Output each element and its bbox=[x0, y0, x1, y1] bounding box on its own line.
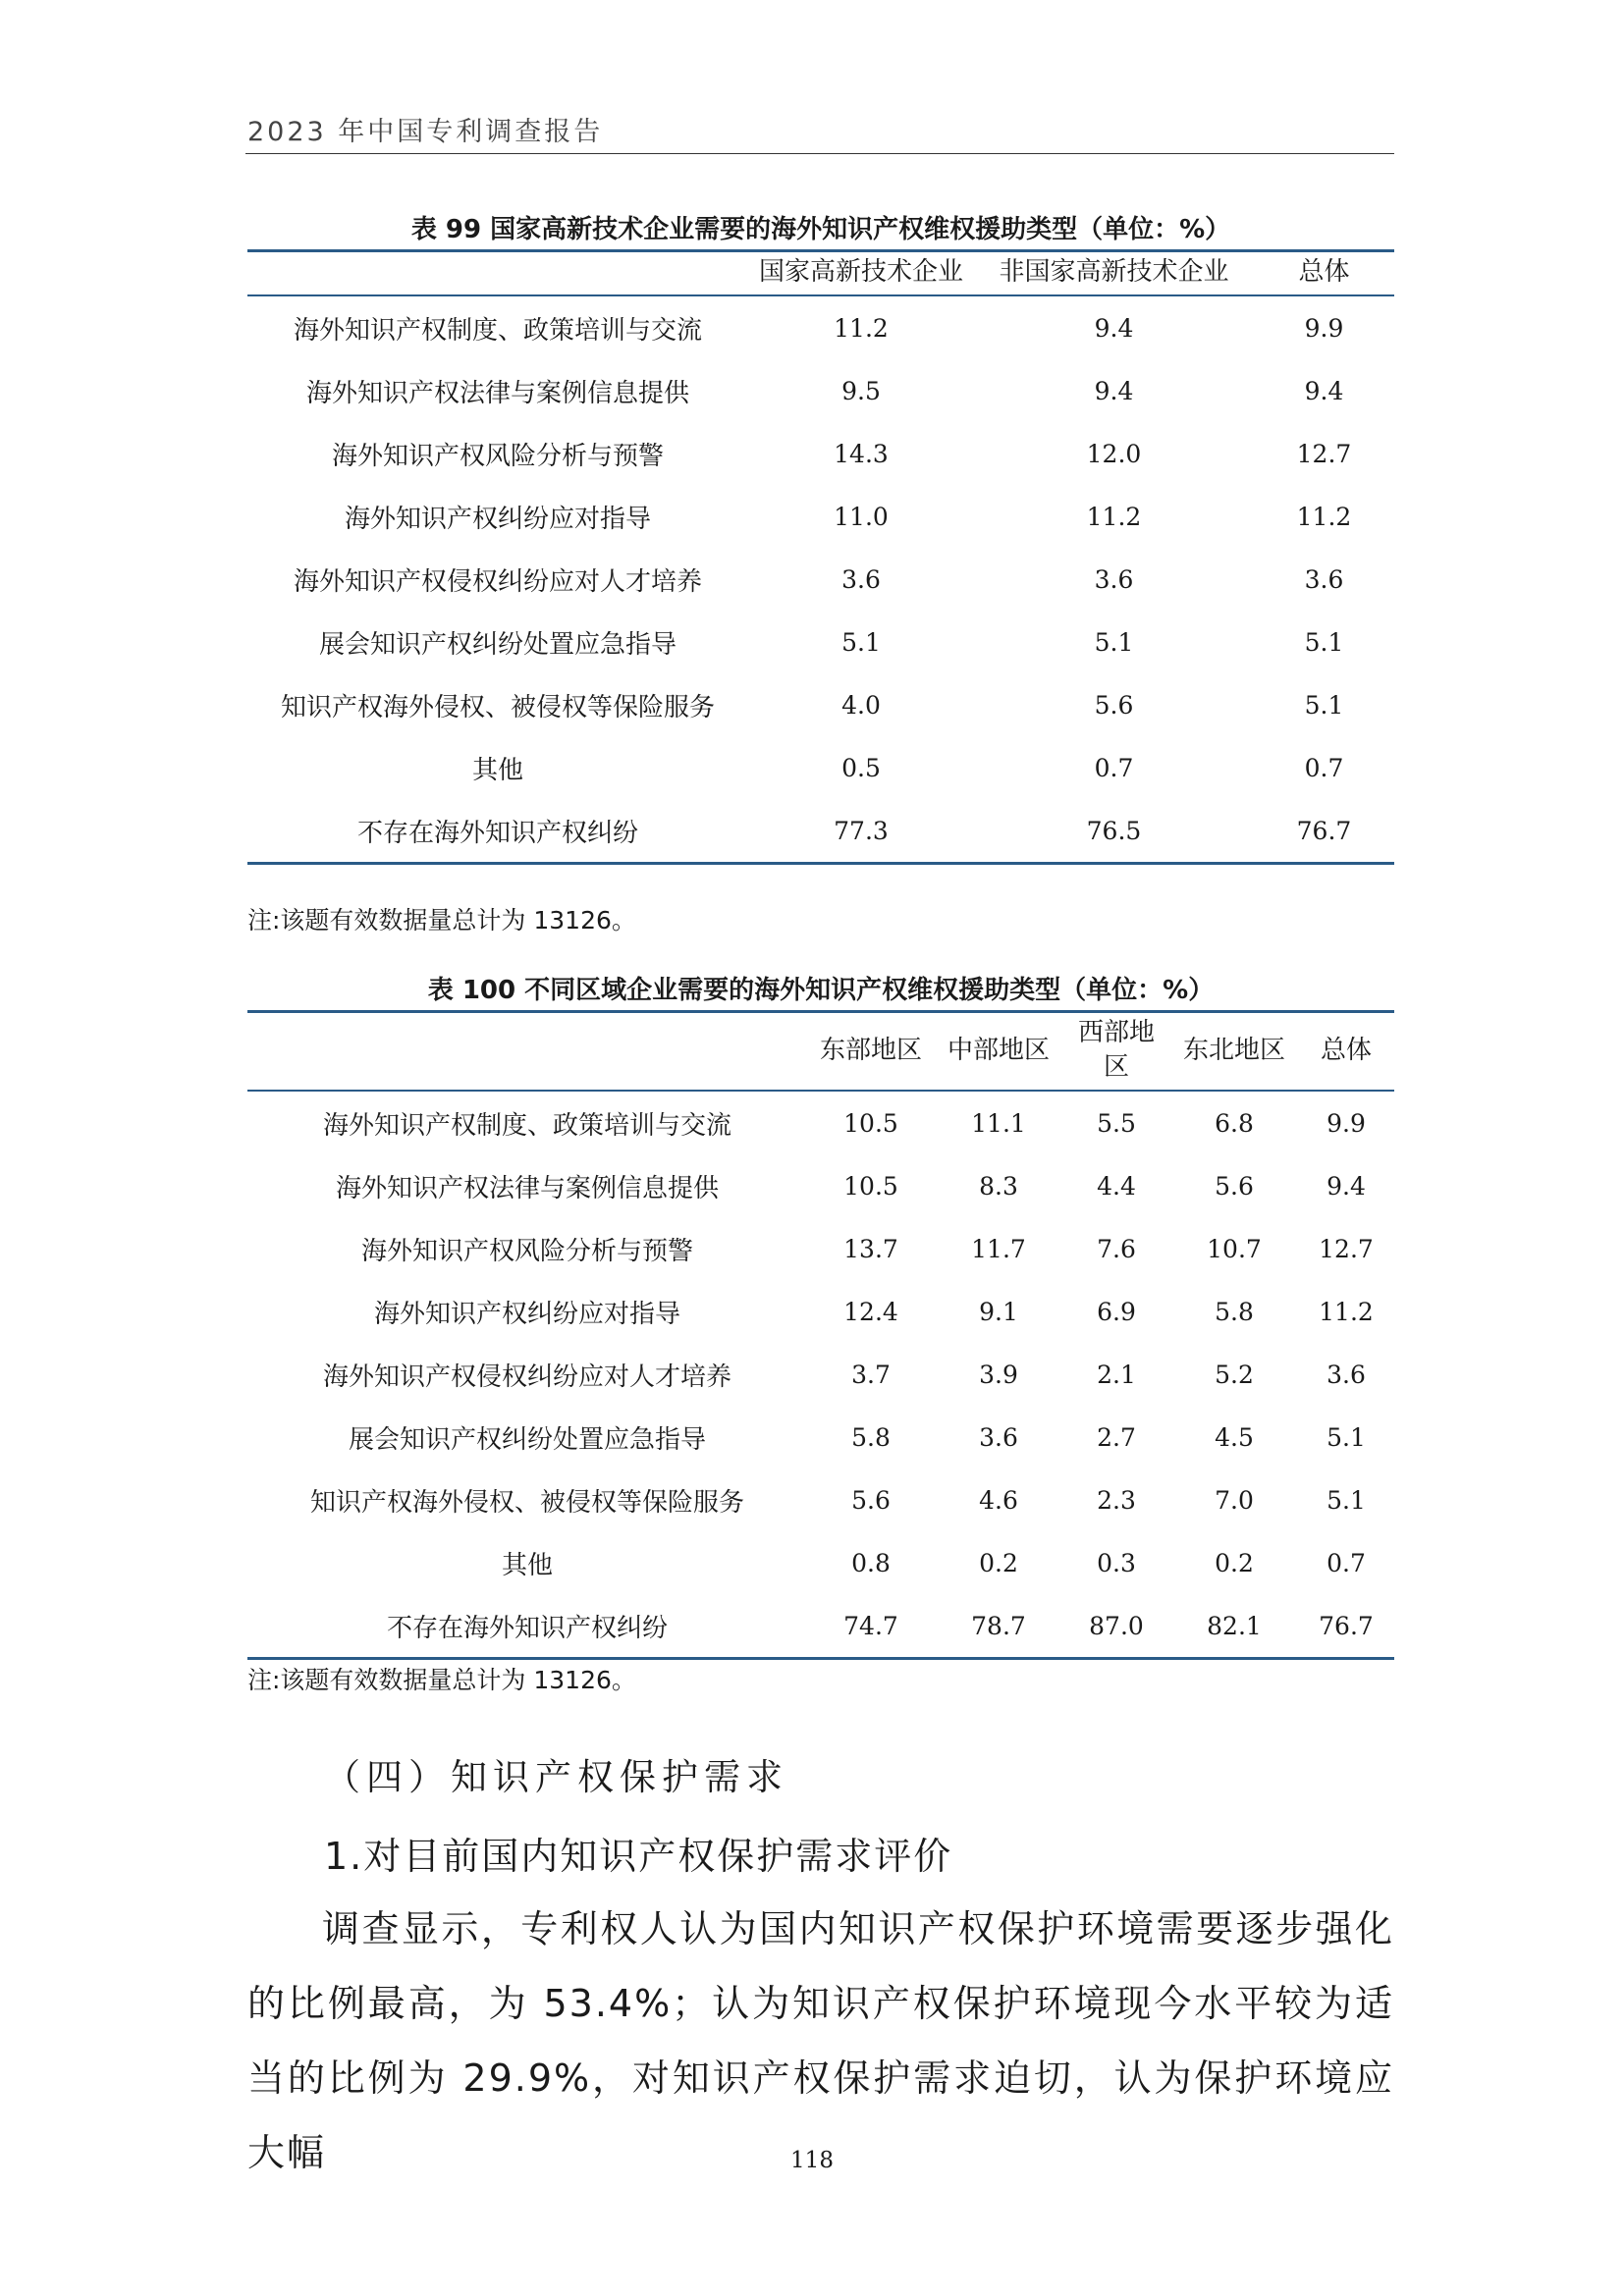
value-cell: 10.5 bbox=[843, 1108, 898, 1138]
table-row bbox=[247, 673, 1394, 736]
table100-header-northeast: 东北地区 bbox=[1170, 1012, 1298, 1092]
value-cell: 82.1 bbox=[1207, 1611, 1262, 1640]
value-cell: 10.7 bbox=[1207, 1234, 1262, 1263]
value-cell: 3.7 bbox=[851, 1360, 891, 1389]
value-cell: 0.8 bbox=[851, 1548, 891, 1577]
table-row bbox=[247, 1343, 1394, 1406]
table-row bbox=[247, 1468, 1394, 1531]
section-heading: （四）知识产权保护需求 bbox=[324, 1756, 788, 1798]
value-cell: 76.7 bbox=[1319, 1611, 1374, 1640]
table100-header-total: 总体 bbox=[1298, 1012, 1394, 1092]
body-paragraph: 调查显示，专利权人认为国内知识产权保护环境需要逐步强化的比例最高，为 53.4%；认为知识产权保护环境现今水平较为适当的比例为 29.9%，对知识产权保护需求迫切，认为保护环境应大幅 bbox=[247, 1907, 1394, 2174]
value-cell: 5.2 bbox=[1215, 1360, 1254, 1389]
header-rule bbox=[245, 153, 1394, 154]
table100-note: 注:该题有效数据量总计为 13126。 bbox=[247, 1666, 636, 1694]
table99-header-non-high-tech: 非国家高新技术企业 bbox=[974, 251, 1254, 296]
row-label: 海外知识产权侵权纠纷应对人才培养 bbox=[293, 566, 702, 597]
table-row bbox=[247, 295, 1394, 359]
table100-title: 表 100 不同区域企业需要的海外知识产权维权援助类型（单位：%） bbox=[427, 976, 1215, 1005]
value-cell: 5.1 bbox=[1304, 690, 1344, 720]
table-row bbox=[247, 611, 1394, 673]
table-row bbox=[247, 1280, 1394, 1343]
row-label: 知识产权海外侵权、被侵权等保险服务 bbox=[280, 692, 715, 722]
sub-heading: 1.对目前国内知识产权保护需求评价 bbox=[324, 1835, 953, 1878]
table99-note: 注:该题有效数据量总计为 13126。 bbox=[247, 906, 636, 934]
value-cell: 3.6 bbox=[1326, 1360, 1366, 1389]
value-cell: 4.0 bbox=[841, 690, 881, 720]
row-label: 海外知识产权风险分析与预警 bbox=[331, 441, 664, 471]
value-cell: 87.0 bbox=[1089, 1611, 1144, 1640]
value-cell: 2.3 bbox=[1097, 1485, 1136, 1515]
table-row bbox=[247, 1091, 1394, 1154]
value-cell: 6.8 bbox=[1215, 1108, 1254, 1138]
value-cell: 5.6 bbox=[851, 1485, 891, 1515]
running-header: 2023 年中国专利调查报告 bbox=[247, 117, 604, 147]
value-cell: 7.0 bbox=[1215, 1485, 1254, 1515]
row-label: 其他 bbox=[471, 755, 523, 785]
row-label: 海外知识产权制度、政策培训与交流 bbox=[293, 315, 702, 346]
value-cell: 2.1 bbox=[1097, 1360, 1136, 1389]
value-cell: 6.9 bbox=[1097, 1297, 1136, 1326]
row-label: 展会知识产权纠纷处置应急指导 bbox=[318, 629, 677, 660]
value-cell: 10.5 bbox=[843, 1171, 898, 1201]
value-cell: 14.3 bbox=[834, 439, 889, 468]
row-label: 其他 bbox=[501, 1550, 553, 1580]
value-cell: 12.7 bbox=[1319, 1234, 1374, 1263]
page-number: 118 bbox=[790, 2148, 834, 2173]
row-label: 海外知识产权制度、政策培训与交流 bbox=[322, 1110, 731, 1141]
table99 bbox=[247, 249, 1394, 865]
value-cell: 5.8 bbox=[851, 1422, 891, 1452]
table100-header-west: 西部地区 bbox=[1062, 1012, 1170, 1092]
value-cell: 8.3 bbox=[979, 1171, 1018, 1201]
table-row bbox=[247, 1217, 1394, 1280]
value-cell: 9.1 bbox=[979, 1297, 1018, 1326]
value-cell: 2.7 bbox=[1097, 1422, 1136, 1452]
value-cell: 12.0 bbox=[1086, 439, 1142, 468]
row-label: 不存在海外知识产权纠纷 bbox=[356, 818, 638, 848]
value-cell: 0.7 bbox=[1326, 1548, 1366, 1577]
table-row bbox=[247, 485, 1394, 548]
value-cell: 5.6 bbox=[1215, 1171, 1254, 1201]
value-cell: 5.1 bbox=[1304, 627, 1344, 657]
row-label: 海外知识产权法律与案例信息提供 bbox=[305, 378, 689, 408]
value-cell: 9.4 bbox=[1304, 376, 1344, 405]
value-cell: 9.4 bbox=[1094, 313, 1134, 343]
value-cell: 5.6 bbox=[1094, 690, 1134, 720]
value-cell: 78.7 bbox=[971, 1611, 1026, 1640]
row-label: 海外知识产权纠纷应对指导 bbox=[344, 504, 651, 534]
value-cell: 5.1 bbox=[1094, 627, 1134, 657]
table-row bbox=[247, 799, 1394, 864]
value-cell: 9.4 bbox=[1326, 1171, 1366, 1201]
value-cell: 5.1 bbox=[1326, 1422, 1366, 1452]
table99-header-total: 总体 bbox=[1254, 251, 1394, 296]
value-cell: 11.0 bbox=[834, 502, 889, 531]
value-cell: 9.9 bbox=[1304, 313, 1344, 343]
value-cell: 76.5 bbox=[1086, 816, 1142, 845]
row-label: 展会知识产权纠纷处置应急指导 bbox=[348, 1424, 706, 1455]
value-cell: 0.2 bbox=[1215, 1548, 1254, 1577]
value-cell: 11.2 bbox=[1296, 502, 1352, 531]
value-cell: 7.6 bbox=[1097, 1234, 1136, 1263]
row-label: 海外知识产权法律与案例信息提供 bbox=[335, 1173, 719, 1203]
row-label: 海外知识产权侵权纠纷应对人才培养 bbox=[322, 1362, 731, 1392]
value-cell: 76.7 bbox=[1296, 816, 1352, 845]
table99-header-row bbox=[247, 251, 1394, 296]
value-cell: 11.2 bbox=[1319, 1297, 1374, 1326]
row-label: 海外知识产权纠纷应对指导 bbox=[373, 1299, 680, 1329]
table-row bbox=[247, 1406, 1394, 1468]
value-cell: 5.5 bbox=[1097, 1108, 1136, 1138]
row-label: 海外知识产权风险分析与预警 bbox=[360, 1236, 693, 1266]
table-row bbox=[247, 1531, 1394, 1594]
table-row bbox=[247, 359, 1394, 422]
table-row bbox=[247, 548, 1394, 611]
value-cell: 0.7 bbox=[1094, 753, 1134, 782]
value-cell: 9.5 bbox=[841, 376, 881, 405]
value-cell: 4.4 bbox=[1097, 1171, 1136, 1201]
table-row bbox=[247, 422, 1394, 485]
value-cell: 5.1 bbox=[841, 627, 881, 657]
table99-title: 表 99 国家高新技术企业需要的海外知识产权维权援助类型（单位：%） bbox=[410, 215, 1231, 244]
value-cell: 0.2 bbox=[979, 1548, 1018, 1577]
table99-header-high-tech: 国家高新技术企业 bbox=[748, 251, 974, 296]
value-cell: 4.5 bbox=[1215, 1422, 1254, 1452]
value-cell: 77.3 bbox=[834, 816, 889, 845]
table100-header-label bbox=[247, 1012, 807, 1092]
value-cell: 9.9 bbox=[1326, 1108, 1366, 1138]
table-row bbox=[247, 736, 1394, 799]
value-cell: 3.6 bbox=[1304, 564, 1344, 594]
row-label: 不存在海外知识产权纠纷 bbox=[386, 1613, 668, 1643]
row-label: 知识产权海外侵权、被侵权等保险服务 bbox=[309, 1487, 744, 1518]
value-cell: 0.7 bbox=[1304, 753, 1344, 782]
table-row bbox=[247, 1154, 1394, 1217]
value-cell: 74.7 bbox=[843, 1611, 898, 1640]
value-cell: 12.4 bbox=[843, 1297, 898, 1326]
table100 bbox=[247, 1010, 1394, 1660]
value-cell: 5.8 bbox=[1215, 1297, 1254, 1326]
value-cell: 11.2 bbox=[834, 313, 889, 343]
table-row bbox=[247, 1594, 1394, 1659]
value-cell: 12.7 bbox=[1296, 439, 1352, 468]
value-cell: 3.6 bbox=[979, 1422, 1018, 1452]
value-cell: 11.1 bbox=[971, 1108, 1026, 1138]
value-cell: 5.1 bbox=[1326, 1485, 1366, 1515]
value-cell: 3.6 bbox=[1094, 564, 1134, 594]
table100-header-central: 中部地区 bbox=[935, 1012, 1062, 1092]
table100-header-row bbox=[247, 1012, 1394, 1092]
value-cell: 13.7 bbox=[843, 1234, 898, 1263]
value-cell: 9.4 bbox=[1094, 376, 1134, 405]
value-cell: 11.7 bbox=[971, 1234, 1026, 1263]
value-cell: 0.5 bbox=[841, 753, 881, 782]
value-cell: 0.3 bbox=[1097, 1548, 1136, 1577]
value-cell: 3.9 bbox=[979, 1360, 1018, 1389]
table100-header-east: 东部地区 bbox=[807, 1012, 935, 1092]
table99-header-label bbox=[247, 251, 748, 296]
value-cell: 3.6 bbox=[841, 564, 881, 594]
value-cell: 4.6 bbox=[979, 1485, 1018, 1515]
value-cell: 11.2 bbox=[1086, 502, 1142, 531]
